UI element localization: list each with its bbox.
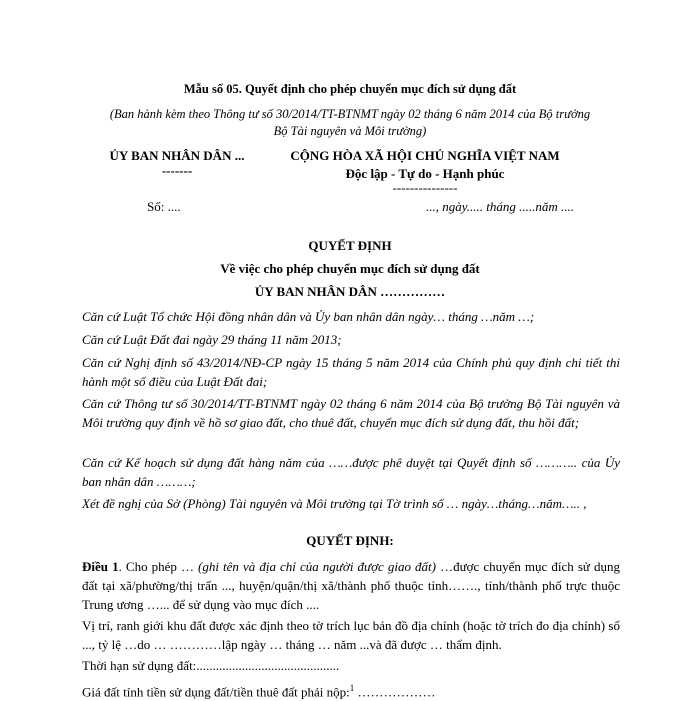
subtitle-line-2: Bộ Tài nguyên và Môi trường) — [273, 124, 427, 138]
land-price-label: Giá đất tính tiền sử dụng đất/tiền thuê đất phải nộp: — [82, 684, 350, 700]
org-dash: ------- — [161, 163, 193, 178]
national-motto: Độc lập - Tự do - Hạnh phúc — [345, 166, 505, 181]
subtitle-line-1: (Ban hành kèm theo Thông tư số 30/2014/TT-BTNMT ngày 02 tháng 6 năm 2014 của Bộ trưởng — [109, 107, 591, 121]
legal-basis-4: Căn cứ Thông tư số 30/2014/TT-BTNMT ngày 02 tháng 6 năm 2014 của Bộ trưởng Bộ Tài nguyên và Môi trường quy định về hồ sơ giao đất, cho thuê đất, chuyển mục đích sử dụng đất, thu hồi đất; — [82, 396, 620, 430]
country-name: CỘNG HÒA XÃ HỘI CHỦ NGHĨA VIỆT NAM — [290, 148, 560, 163]
article-1-label: Điều 1 — [82, 559, 119, 574]
land-location: Vị trí, ranh giới khu đất được xác định theo tờ trích lục bản đồ địa chính (hoặc tờ trích đo địa chính) số ..., tỷ lệ …do … …………lập ngày … tháng … năm ...và đã được … thẩm định. — [82, 618, 620, 652]
legal-basis-5: Căn cứ Kế hoạch sử dụng đất hàng năm của ……được phê duyệt tại Quyết định số ……….. của Ủy ban nhân dân ………; — [82, 455, 620, 489]
motto-dash: --------------- — [392, 180, 458, 195]
decision-subject: Về việc cho phép chuyển mục đích sử dụng đất — [220, 261, 480, 276]
decision-title: QUYẾT ĐỊNH — [308, 238, 392, 253]
legal-basis-2: Căn cứ Luật Đất đai ngày 29 tháng 11 năm 2013; — [82, 332, 342, 347]
land-duration: Thời hạn sử dụng đất:............................................ — [82, 658, 340, 673]
footnote-1: 1 — [349, 683, 355, 693]
article-1-italic: (ghi tên và địa chỉ của người được giao đất) — [198, 559, 436, 574]
legal-basis-1: Căn cứ Luật Tổ chức Hội đồng nhân dân và Ủy ban nhân dân ngày… tháng …năm …; — [82, 309, 535, 324]
place-date: ..., ngày..... tháng .....năm .... — [426, 199, 575, 214]
legal-basis-3: Căn cứ Nghị định số 43/2014/NĐ-CP ngày 15 tháng 5 năm 2014 của Chính phủ quy định chi tiết thi hành một số điều của Luật Đất đai; — [82, 355, 620, 389]
recommendation: Xét đề nghị của Sở (Phòng) Tài nguyên và Môi trường tại Tờ trình số … ngày…tháng…năm….. , — [82, 496, 587, 511]
article-1-rest: …được chuyển mục đích sử dụng đất tại xã/phường/thị trấn ..., huyện/quận/thị xã/thành phố thuộc tỉnh……., tỉnh/thành phố trực thuộc Trung ương …... để sử dụng vào mục đích .... — [82, 559, 620, 612]
article-1 — [82, 557, 620, 614]
article-1-after-label: . Cho phép … — [118, 559, 199, 574]
land-price-tail: ……………… — [354, 684, 436, 700]
document-number: Số: .... — [147, 199, 181, 214]
issuer-authority: ỦY BAN NHÂN DÂN …………… — [254, 284, 446, 299]
decide-heading: QUYẾT ĐỊNH: — [306, 533, 394, 548]
issuing-org: ỦY BAN NHÂN DÂN ... — [109, 148, 245, 163]
form-title: Mẫu số 05. Quyết định cho phép chuyển mục đích sử dụng đất — [183, 82, 517, 96]
land-price — [82, 679, 620, 701]
